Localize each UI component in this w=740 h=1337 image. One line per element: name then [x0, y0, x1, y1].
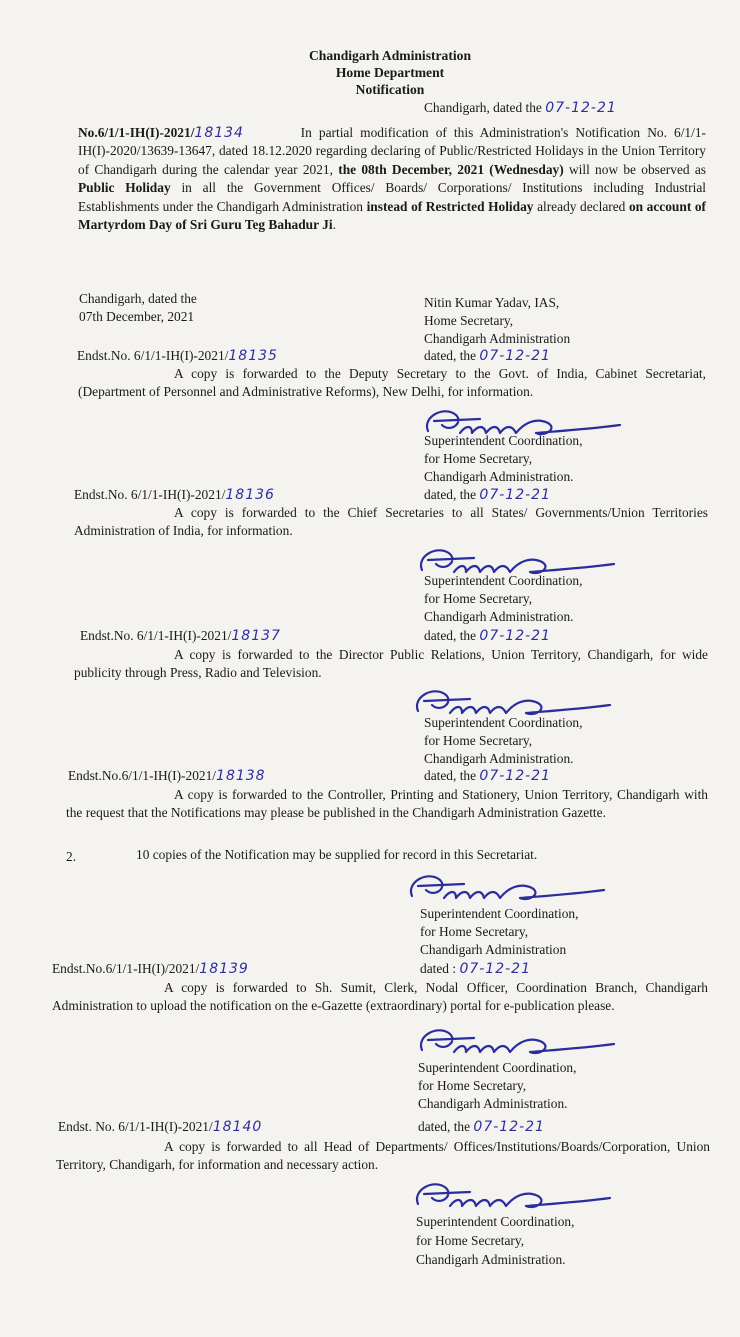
- endorsement-6-dated-handwritten: 07-12-21: [473, 1119, 545, 1135]
- endorsement-1-number-handwritten: 18135: [228, 348, 278, 364]
- main-bold-date: the 08th December, 2021 (Wednesday): [338, 161, 564, 177]
- endorsement-1-dated-handwritten: 07-12-21: [479, 348, 551, 364]
- endorsement-1-dated: dated, the 07-12-21: [424, 348, 551, 364]
- notification-number-handwritten: 18134: [194, 125, 244, 141]
- signoff-place-line2: 07th December, 2021: [79, 309, 195, 324]
- endorsement-3-sig1: Superintendent Coordination,: [424, 715, 583, 730]
- endorsement-3-number: Endst.No. 6/1/1-IH(I)-2021/18137: [80, 628, 281, 644]
- endorsement-6-sig1: Superintendent Coordination,: [416, 1214, 575, 1229]
- main-paragraph: [78, 124, 706, 234]
- endorsement-2-number: Endst.No. 6/1/1-IH(I)-2021/18136: [74, 487, 275, 503]
- signature-6: [410, 1176, 620, 1216]
- endorsement-3-sig2: for Home Secretary,: [424, 733, 533, 748]
- endorsement-2-dated: dated, the 07-12-21: [424, 487, 551, 503]
- endorsement-1-sig3: Chandigarh Administration.: [424, 469, 574, 484]
- endorsement-3-dated-handwritten: 07-12-21: [479, 628, 551, 644]
- endorsement-3-number-handwritten: 18137: [231, 628, 281, 644]
- endorsement-5-number-handwritten: 18139: [199, 961, 249, 977]
- main-text-4: already declared: [537, 198, 626, 214]
- endorsement-2-sig1: Superintendent Coordination,: [424, 573, 583, 588]
- endorsement-5-number: Endst.No.6/1/1-IH(I)/2021/18139: [52, 961, 249, 977]
- header-title-line2: Home Department: [335, 65, 445, 80]
- header-dated: [424, 99, 617, 117]
- endorsement-4-sig3: Chandigarh Administration: [420, 942, 567, 957]
- endorsement-6-sig2: for Home Secretary,: [416, 1233, 525, 1248]
- endorsement-5-dated: dated : 07-12-21: [420, 961, 531, 977]
- main-text-end: .: [332, 217, 336, 233]
- endorsement-1-sig1: Superintendent Coordination,: [424, 433, 583, 448]
- endorsement-4-item-body: 10 copies of the Notification may be supplied for record in this Secretariat.: [136, 847, 538, 862]
- main-text-2: will now be observed as: [568, 161, 707, 177]
- header-title-line1: Chandigarh Administration: [308, 48, 472, 63]
- header-dated-label: Chandigarh, dated the: [424, 100, 542, 115]
- signature-4: [404, 868, 614, 908]
- endorsement-3-dated: dated, the 07-12-21: [424, 628, 551, 644]
- endorsement-6-body: A copy is forwarded to all Head of Departments/ Offices/Institutions/Boards/Corporation, Union Territory, Chandigarh, for information and necessary action.: [56, 1139, 710, 1173]
- signature-5: [414, 1022, 624, 1062]
- endorsement-5-body: A copy is forwarded to Sh. Sumit, Clerk, Nodal Officer, Coordination Branch, Chandigarh Administration to upload the notification on the e-Gazette (extraordinary) portal for e-publication please.: [52, 980, 708, 1014]
- endorsement-2-number-handwritten: 18136: [225, 487, 275, 503]
- endorsement-5-sig3: Chandigarh Administration.: [418, 1096, 568, 1111]
- endorsement-4-sig1: Superintendent Coordination,: [420, 906, 579, 921]
- endorsement-1-number: Endst.No. 6/1/1-IH(I)-2021/18135: [77, 348, 278, 364]
- endorsement-3-body: A copy is forwarded to the Director Public Relations, Union Territory, Chandigarh, for wide publicity through Press, Radio and Television.: [74, 647, 708, 681]
- endorsement-4-dated-handwritten: 07-12-21: [479, 768, 551, 784]
- endorsement-6-sig3: Chandigarh Administration.: [416, 1252, 566, 1267]
- endorsement-2-dated-handwritten: 07-12-21: [479, 487, 551, 503]
- endorsement-4-body: A copy is forwarded to the Controller, Printing and Stationery, Union Territory, Chandigarh with the request that the Notifications may please be published in the Chandigarh Administration Gazette.: [66, 787, 708, 821]
- endorsement-5-dated-handwritten: 07-12-21: [459, 961, 531, 977]
- notification-number: No.6/1/1-IH(I)-2021/: [78, 125, 195, 140]
- signoff-name: Nitin Kumar Yadav, IAS,: [424, 295, 560, 310]
- main-bold-public-holiday: Public Holiday: [78, 180, 171, 196]
- endorsement-1-body: A copy is forwarded to the Deputy Secretary to the Govt. of India, Cabinet Secretariat, (Department of Personnel and Administrative Reforms), New Delhi, for information.: [78, 366, 706, 400]
- endorsement-6-number: Endst. No. 6/1/1-IH(I)-2021/18140: [58, 1119, 263, 1135]
- endorsement-4-sig2: for Home Secretary,: [420, 924, 529, 939]
- main-text-1: In partial modification of this Administration's Notification No. 6/1/1-IH(I)-2020/13639-13647, dated 18.12.2020 regarding declaring of Public/Restricted Holidays in the Union Territory of Chandigarh during the calendar year 2021,: [78, 125, 706, 177]
- header-title-line3: Notification: [355, 82, 425, 97]
- endorsement-4-item-number: 2.: [66, 849, 77, 864]
- header-dated-handwritten: 07-12-21: [545, 100, 617, 116]
- signoff-title: Home Secretary,: [424, 313, 514, 328]
- endorsement-5-sig2: for Home Secretary,: [418, 1078, 527, 1093]
- endorsement-2-body: A copy is forwarded to the Chief Secretaries to all States/ Governments/Union Territories Administration of India, for information.: [74, 505, 708, 539]
- endorsement-6-dated: dated, the 07-12-21: [418, 1119, 545, 1135]
- main-bold-restricted: instead of Restricted Holiday: [366, 198, 534, 214]
- endorsement-4-dated: dated, the 07-12-21: [424, 768, 551, 784]
- main-text-3: in all the Government Offices/ Boards/ Corporations/ Institutions including Industrial Establishments under the Chandigarh Administration: [78, 180, 706, 214]
- endorsement-2-sig2: for Home Secretary,: [424, 591, 533, 606]
- endorsement-6-number-handwritten: 18140: [212, 1119, 263, 1135]
- endorsement-4-number-handwritten: 18138: [216, 768, 266, 784]
- endorsement-4-number: Endst.No.6/1/1-IH(I)-2021/18138: [68, 768, 266, 784]
- endorsement-1-sig2: for Home Secretary,: [424, 451, 533, 466]
- main-bold-reason: on account of Martyrdom Day of Sri Guru Teg Bahadur Ji: [78, 198, 707, 233]
- signoff-place-line1: Chandigarh, dated the: [79, 291, 197, 306]
- signoff-org: Chandigarh Administration: [424, 331, 571, 346]
- endorsement-5-sig1: Superintendent Coordination,: [418, 1060, 577, 1075]
- endorsement-3-sig3: Chandigarh Administration.: [424, 751, 574, 766]
- endorsement-2-sig3: Chandigarh Administration.: [424, 609, 574, 624]
